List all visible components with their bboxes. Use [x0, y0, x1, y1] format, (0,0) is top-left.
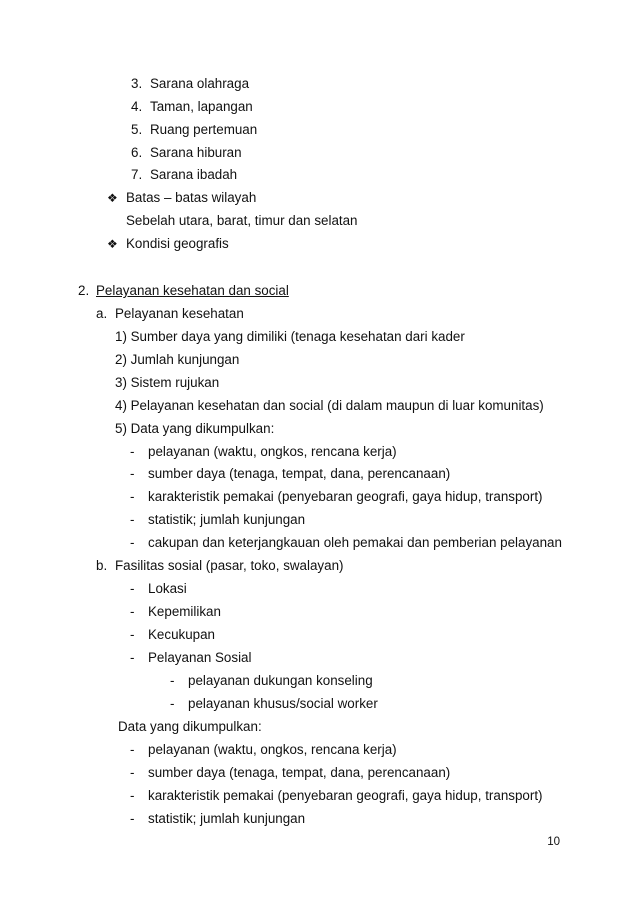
list-item: 4. Taman, lapangan: [131, 99, 253, 114]
page-number: 10: [547, 836, 560, 848]
list-item: 4) Pelayanan kesehatan dan social (di dalam maupun di luar komunitas): [115, 398, 544, 413]
dash-item: - cakupan dan keterjangkauan oleh pemakai dan pemberian pelayanan: [130, 535, 562, 550]
dash-item: - Lokasi: [130, 581, 187, 596]
dash-item: - sumber daya (tenaga, tempat, dana, perencanaan): [130, 765, 451, 780]
dash-item: - pelayanan (waktu, ongkos, rencana kerja): [130, 444, 397, 459]
list-item: 1) Sumber daya yang dimiliki (tenaga kesehatan dari kader: [115, 329, 465, 344]
dash-item: - pelayanan (waktu, ongkos, rencana kerja): [130, 742, 397, 757]
dash-item: - statistik; jumlah kunjungan: [130, 811, 306, 826]
diamond-bullet-icon: ❖: [107, 237, 118, 251]
list-item: 5) Data yang dikumpulkan:: [115, 421, 275, 436]
diamond-bullet-icon: ❖: [107, 191, 118, 205]
list-item: 7. Sarana ibadah: [131, 167, 238, 182]
list-item: 6. Sarana hiburan: [131, 145, 242, 160]
bullet-batas: ❖ Batas – batas wilayah: [107, 190, 257, 205]
dash-item: - karakteristik pemakai (penyebaran geografi, gaya hidup, transport): [130, 788, 543, 803]
dash-item: - statistik; jumlah kunjungan: [130, 512, 306, 527]
dash-item: - karakteristik pemakai (penyebaran geografi, gaya hidup, transport): [130, 489, 543, 504]
batas-description: Sebelah utara, barat, timur dan selatan: [126, 213, 358, 228]
list-item: 5. Ruang pertemuan: [131, 122, 258, 137]
dash-item: - Kecukupan: [130, 627, 216, 642]
sub-dash-item: - pelayanan khusus/social worker: [170, 696, 378, 711]
section-heading: 2. Pelayanan kesehatan dan social: [78, 283, 289, 298]
data-label: Data yang dikumpulkan:: [118, 719, 262, 734]
dash-item: - Kepemilikan: [130, 604, 221, 619]
list-item: 3) Sistem rujukan: [115, 375, 220, 390]
list-item: 3. Sarana olahraga: [131, 76, 250, 91]
list-item: 2) Jumlah kunjungan: [115, 352, 240, 367]
subsection-a-heading: a. Pelayanan kesehatan: [96, 306, 244, 321]
dash-item: - Pelayanan Sosial: [130, 650, 252, 665]
sub-dash-item: - pelayanan dukungan konseling: [170, 673, 373, 688]
dash-item: - sumber daya (tenaga, tempat, dana, perencanaan): [130, 466, 451, 481]
bullet-kondisi: ❖ Kondisi geografis: [107, 236, 229, 251]
subsection-b-heading: b. Fasilitas sosial (pasar, toko, swalayan): [96, 558, 344, 573]
